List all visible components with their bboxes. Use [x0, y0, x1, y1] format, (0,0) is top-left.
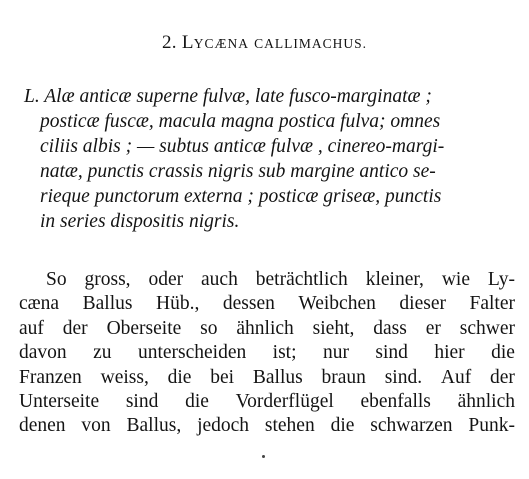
latin-line: rieque punctorum externa ; posticæ griseæ, punctis [40, 186, 442, 207]
word: Falter [469, 293, 515, 315]
word: der [490, 366, 515, 388]
word: gross, [84, 269, 131, 290]
word: stehen [264, 415, 315, 437]
latin-line: in series dispositis nigris. [40, 211, 240, 232]
latin-line: L. Alæ anticæ superne fulvæ, late fusco-marginatæ ; [24, 86, 432, 107]
word: schwarzen [370, 415, 453, 437]
word: auch [201, 269, 238, 290]
word: Franzen [19, 366, 82, 388]
word: oder [148, 269, 184, 290]
word: bei [210, 366, 235, 388]
word: dessen [222, 293, 275, 315]
word: Ballus, [126, 415, 182, 437]
word: zu [93, 342, 112, 364]
print-mark [262, 455, 265, 458]
latin-line: ciliis albis ; — subtus anticæ fulvæ , cinereo-margi- [40, 136, 445, 157]
latin-diagnosis [24, 84, 520, 234]
word: So [46, 269, 67, 290]
species-name: CALLIMACHUS. [254, 36, 368, 51]
latin-line: natæ, punctis crassis nigris sub margine antico se- [40, 161, 436, 182]
word: Vorderflügel [235, 390, 334, 412]
german-line [19, 366, 515, 390]
word: schwer [459, 317, 515, 339]
word: Oberseite [106, 317, 182, 339]
word: kleiner, [365, 269, 424, 290]
word: beträchtlich [255, 269, 348, 290]
word: jedoch [197, 415, 250, 437]
word: nur [322, 342, 349, 364]
word: so [200, 317, 218, 339]
word: cæna [19, 293, 60, 315]
word: sind [125, 390, 159, 412]
word: unterscheiden [137, 342, 247, 364]
word: die [185, 390, 209, 412]
word: sieht, [312, 317, 355, 339]
word: wie [441, 269, 470, 290]
german-line [19, 390, 515, 414]
word: von [81, 415, 111, 437]
german-line [19, 341, 515, 365]
german-line [19, 292, 515, 316]
word: denen [19, 415, 66, 437]
word: ähnlich [457, 390, 515, 412]
latin-line: posticæ fuscæ, macula magna postica fulva; omnes [40, 111, 441, 132]
word: Unterseite [19, 390, 100, 412]
word: dass [373, 317, 407, 339]
word: auf [19, 317, 44, 339]
german-line [19, 317, 515, 341]
word: dieser [399, 293, 446, 315]
word: davon [19, 342, 67, 364]
word: Ballus [252, 366, 303, 388]
word: Ballus [82, 293, 133, 315]
word: Weibchen [298, 293, 376, 315]
german-line [19, 268, 515, 292]
word: ist; [272, 342, 297, 364]
word: er [425, 317, 441, 339]
word: ähnlich [236, 317, 294, 339]
word: Punk- [468, 415, 515, 437]
word: Ly- [487, 269, 515, 290]
word: braun [321, 366, 366, 388]
word: Hüb., [155, 293, 200, 315]
word: sind [375, 342, 408, 364]
word: die [491, 342, 515, 364]
word: die [330, 415, 355, 437]
word: ebenfalls [360, 390, 431, 412]
word: weiss, [100, 366, 149, 388]
word: hier [434, 342, 465, 364]
section-number: 2. [161, 32, 177, 53]
word: der [62, 317, 88, 339]
word: sind. [384, 366, 423, 388]
genus-initial: L [181, 32, 194, 53]
section-heading [0, 32, 529, 54]
word: die [167, 366, 192, 388]
german-paragraph [19, 268, 515, 439]
word: Auf [440, 366, 472, 388]
genus-rest: YCÆNA [193, 36, 250, 51]
german-line [19, 414, 515, 438]
